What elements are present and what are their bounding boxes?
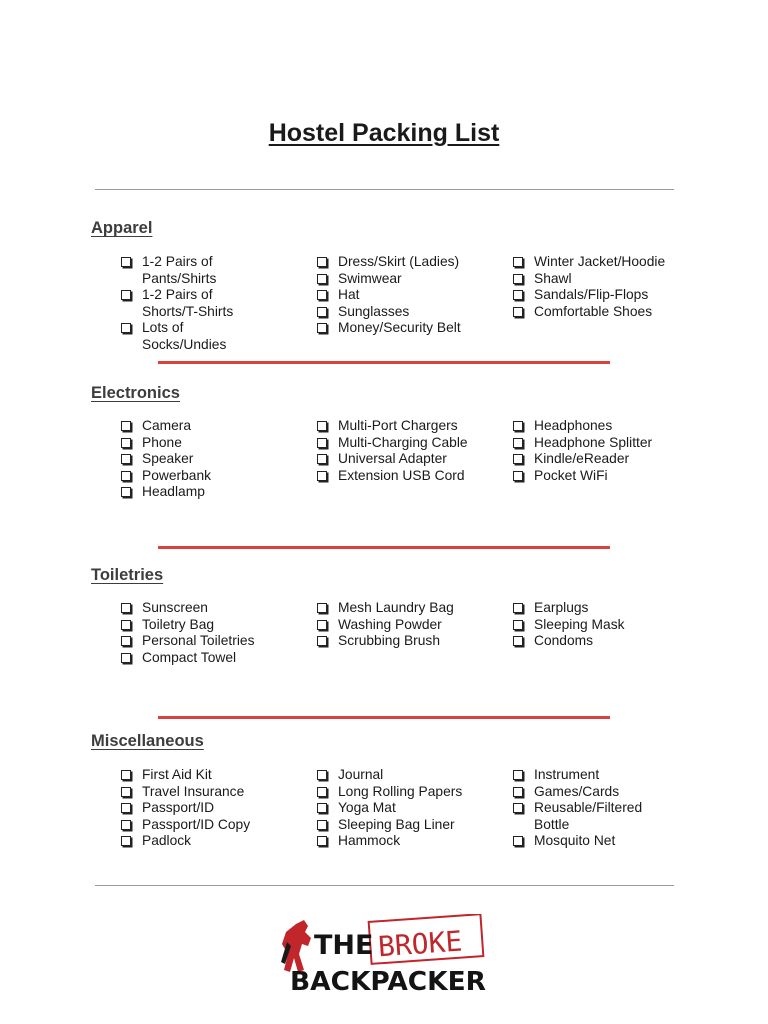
checkbox-icon: [513, 836, 523, 846]
checklist-item-label: Dress/Skirt (Ladies): [338, 254, 460, 269]
checklist-item: [513, 617, 698, 634]
section-heading-miscellaneous: Miscellaneous: [91, 732, 204, 750]
checklist-item: [513, 271, 698, 288]
apparel-column-2: [317, 254, 502, 337]
electronics-column-3: [513, 418, 698, 484]
checklist-item-label: Speaker: [142, 451, 194, 467]
checkbox-icon: [121, 323, 131, 333]
checkbox-icon: [121, 471, 131, 481]
checklist-item-label: First Aid Kit: [142, 767, 212, 782]
checklist-item: [513, 633, 698, 650]
page-title: Hostel Packing List: [268, 119, 500, 147]
checklist-item: [121, 254, 271, 287]
checklist-item: [317, 600, 502, 617]
checkbox-icon: [121, 421, 131, 431]
checkbox-icon: [121, 603, 131, 613]
checkbox-icon: [317, 803, 327, 813]
checklist-item: [317, 435, 502, 452]
apparel-column-3: [513, 254, 698, 320]
checkbox-icon: [513, 770, 523, 780]
checklist-item: [513, 418, 698, 435]
checklist-item: [513, 451, 698, 468]
checkbox-icon: [513, 421, 523, 431]
toiletries-column-2: [317, 600, 502, 650]
section-divider: [158, 546, 610, 549]
checklist-item: [121, 784, 306, 801]
checklist-item: [121, 468, 306, 485]
checklist-item: [513, 254, 698, 271]
checkbox-icon: [121, 454, 131, 464]
checkbox-icon: [121, 770, 131, 780]
checklist-item: [317, 817, 502, 834]
section-divider: [158, 716, 610, 719]
checkbox-icon: [513, 603, 523, 613]
checklist-item-label: Sandals/Flip-Flops: [534, 287, 649, 303]
checklist-item-label: Games/Cards: [534, 783, 620, 799]
checklist-item-label: Sunscreen: [142, 600, 208, 615]
toiletries-column-3: [513, 600, 698, 650]
checkbox-icon: [317, 454, 327, 464]
checklist-item-label: Sleeping Bag Liner: [338, 816, 455, 832]
checklist-item: [317, 617, 502, 634]
checklist-item: [317, 320, 502, 337]
toiletries-column-1: [121, 600, 306, 666]
checklist-item-label: 1-2 Pairs of Pants/Shirts: [142, 254, 217, 286]
checklist-item: [121, 633, 306, 650]
checkbox-icon: [317, 421, 327, 431]
checklist-item: [317, 784, 502, 801]
checklist-item: [121, 833, 306, 850]
section-heading-electronics: Electronics: [91, 384, 180, 402]
checkbox-icon: [121, 787, 131, 797]
checklist-item-label: Sleeping Mask: [534, 616, 625, 632]
checklist-item-label: Padlock: [142, 833, 192, 849]
apparel-column-1: [121, 254, 271, 354]
checklist-item-label: Earplugs: [534, 600, 589, 615]
checklist-item-label: Mosquito Net: [534, 833, 616, 849]
checklist-item: [317, 418, 502, 435]
misc-column-2: [317, 767, 502, 850]
checkbox-icon: [121, 487, 131, 497]
checkbox-icon: [317, 787, 327, 797]
checklist-item-label: Toiletry Bag: [142, 616, 215, 632]
checklist-item: [513, 833, 663, 850]
checkbox-icon: [513, 257, 523, 267]
top-divider: [95, 189, 674, 190]
checklist-item-label: Instrument: [534, 767, 600, 782]
checkbox-icon: [317, 257, 327, 267]
checklist-item-label: Journal: [338, 767, 384, 782]
checklist-item-label: Long Rolling Papers: [338, 783, 463, 799]
checkbox-icon: [317, 471, 327, 481]
checklist-item: [317, 833, 502, 850]
checklist-item: [121, 435, 306, 452]
checklist-item-label: Pocket WiFi: [534, 467, 608, 483]
checklist-item: [121, 600, 306, 617]
checklist-item: [513, 784, 663, 801]
checklist-item-label: Travel Insurance: [142, 783, 245, 799]
checkbox-icon: [513, 636, 523, 646]
checklist-item: [121, 287, 271, 320]
checkbox-icon: [317, 603, 327, 613]
checklist-item-label: Hammock: [338, 833, 401, 849]
checkbox-icon: [317, 323, 327, 333]
checkbox-icon: [513, 438, 523, 448]
checklist-item: [317, 304, 502, 321]
checklist-item-label: Passport/ID: [142, 800, 215, 816]
checklist-item: [317, 633, 502, 650]
checklist-item-label: Scrubbing Brush: [338, 633, 441, 649]
checklist-item-label: Headphones: [534, 418, 613, 433]
misc-column-1: [121, 767, 306, 850]
checkbox-icon: [513, 803, 523, 813]
checklist-item-label: Extension USB Cord: [338, 467, 465, 483]
checklist-item: [121, 617, 306, 634]
checklist-item: [121, 817, 306, 834]
section-heading-toiletries: Toiletries: [91, 566, 164, 584]
checklist-item-label: Money/Security Belt: [338, 320, 461, 336]
checkbox-icon: [317, 438, 327, 448]
checkbox-icon: [513, 787, 523, 797]
checklist-item-label: Multi-Port Chargers: [338, 418, 458, 433]
checklist-item: [513, 468, 698, 485]
checkbox-icon: [513, 274, 523, 284]
bottom-divider: [95, 885, 674, 886]
checklist-item-label: Mesh Laundry Bag: [338, 600, 454, 615]
checklist-item: [121, 650, 306, 667]
checkbox-icon: [513, 471, 523, 481]
checkbox-icon: [317, 770, 327, 780]
checklist-item: [317, 767, 502, 784]
checklist-item: [513, 304, 698, 321]
checklist-item-label: Comfortable Shoes: [534, 303, 653, 319]
checklist-item-label: 1-2 Pairs of Shorts/T-Shirts: [142, 287, 234, 319]
checklist-item-label: Winter Jacket/Hoodie: [534, 254, 666, 269]
checklist-item: [513, 287, 698, 304]
checklist-item-label: Personal Toiletries: [142, 633, 255, 649]
checklist-item: [121, 800, 306, 817]
checklist-item-label: Reusable/Filtered Bottle: [534, 800, 643, 832]
section-heading-apparel: Apparel: [91, 219, 153, 237]
checkbox-icon: [121, 438, 131, 448]
checklist-item: [317, 800, 502, 817]
checklist-item: [317, 287, 502, 304]
checkbox-icon: [121, 257, 131, 267]
checkbox-icon: [513, 620, 523, 630]
checkbox-icon: [317, 290, 327, 300]
checkbox-icon: [317, 636, 327, 646]
electronics-column-1: [121, 418, 306, 501]
backpacker-figure-icon: [281, 920, 311, 972]
checklist-item-label: Lots of Socks/Undies: [142, 320, 227, 352]
checkbox-icon: [121, 820, 131, 830]
checklist-item-label: Swimwear: [338, 270, 402, 286]
checklist-item: [317, 254, 502, 271]
checklist-item: [317, 468, 502, 485]
checkbox-icon: [317, 836, 327, 846]
checklist-item-label: Sunglasses: [338, 303, 410, 319]
checklist-item-label: Universal Adapter: [338, 451, 447, 467]
logo-word-backpacker: BACKPACKER: [290, 967, 486, 994]
checklist-item: [121, 320, 271, 353]
checklist-item: [513, 800, 663, 833]
checkbox-icon: [121, 836, 131, 846]
checkbox-icon: [513, 290, 523, 300]
checklist-item: [121, 767, 306, 784]
checklist-item-label: Camera: [142, 418, 192, 433]
checklist-item-label: Yoga Mat: [338, 800, 396, 816]
checkbox-icon: [121, 636, 131, 646]
checklist-item: [317, 451, 502, 468]
checkbox-icon: [317, 274, 327, 284]
checklist-item-label: Multi-Charging Cable: [338, 434, 468, 450]
checklist-item-label: Condoms: [534, 633, 594, 649]
checkbox-icon: [513, 307, 523, 317]
checklist-item: [121, 451, 306, 468]
checklist-item-label: Washing Powder: [338, 616, 442, 632]
checklist-item: [121, 418, 306, 435]
checkbox-icon: [121, 620, 131, 630]
checklist-item: [121, 484, 306, 501]
checklist-item-label: Hat: [338, 287, 360, 303]
checklist-item: [513, 767, 663, 784]
the-broke-backpacker-logo: [278, 914, 490, 994]
checklist-item-label: Compact Towel: [142, 649, 237, 665]
logo-word-broke: BROKE: [376, 924, 464, 964]
checklist-item-label: Phone: [142, 434, 182, 450]
section-divider: [158, 361, 610, 364]
checklist-item: [513, 600, 698, 617]
checklist-item: [317, 271, 502, 288]
checkbox-icon: [513, 454, 523, 464]
checkbox-icon: [121, 653, 131, 663]
checkbox-icon: [121, 803, 131, 813]
checklist-item-label: Kindle/eReader: [534, 451, 630, 467]
checklist-item-label: Passport/ID Copy: [142, 816, 251, 832]
checkbox-icon: [317, 820, 327, 830]
checklist-item: [513, 435, 698, 452]
checklist-item-label: Shawl: [534, 270, 572, 286]
logo-word-the: THE: [314, 930, 374, 961]
checkbox-icon: [317, 620, 327, 630]
checkbox-icon: [121, 290, 131, 300]
checklist-item-label: Headphone Splitter: [534, 434, 653, 450]
checklist-item-label: Powerbank: [142, 467, 212, 483]
checklist-item-label: Headlamp: [142, 484, 205, 500]
checkbox-icon: [317, 307, 327, 317]
misc-column-3: [513, 767, 663, 850]
electronics-column-2: [317, 418, 502, 484]
